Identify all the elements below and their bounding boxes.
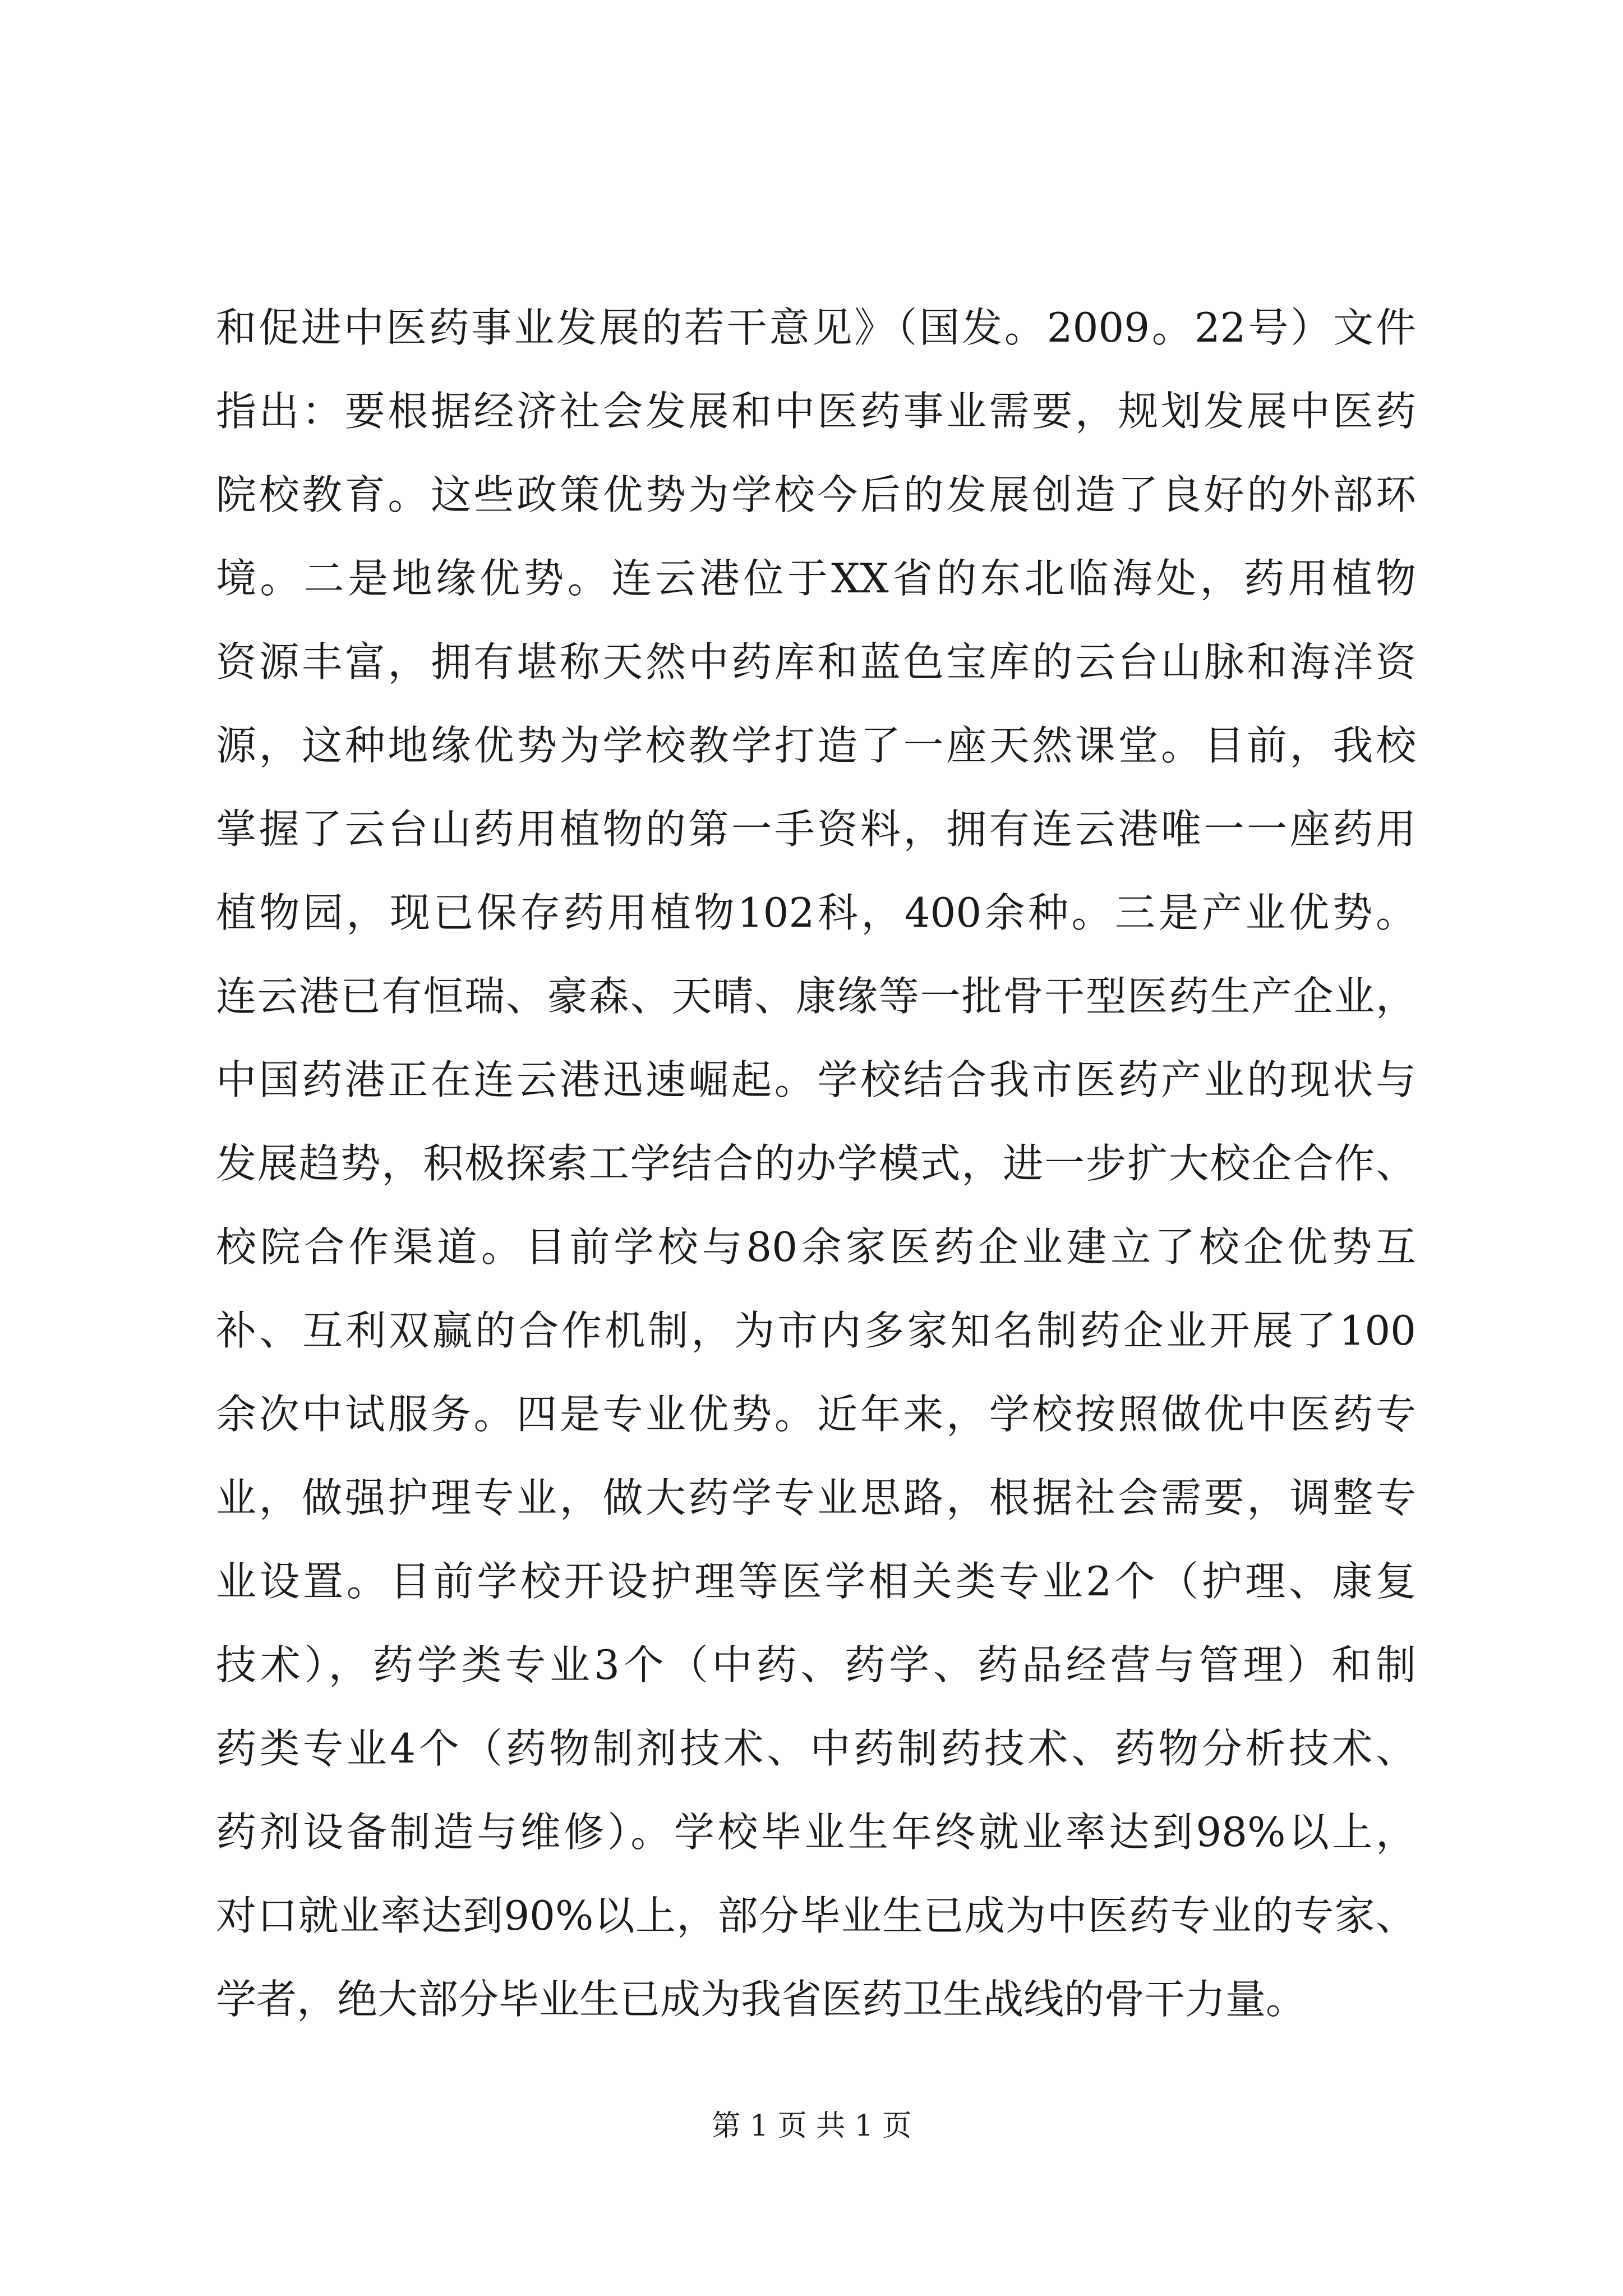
- text-line: 连云港已有恒瑞、豪森、天晴、康缘等一批骨干型医药生产企业，: [216, 973, 1416, 1020]
- text-line: 校院合作渠道。目前学校与80余家医药企业建立了校企优势互: [216, 1223, 1416, 1271]
- text-line: 药类专业4个（药物制剂技术、中药制药技术、药物分析技术、: [216, 1725, 1416, 1772]
- text-line: 药剂设备制造与维修）。学校毕业生年终就业率达到98%以上，: [216, 1809, 1416, 1856]
- text-line: 补、互利双赢的合作机制，为市内多家知名制药企业开展了100: [216, 1307, 1416, 1354]
- text-line: 境。二是地缘优势。连云港位于XX省的东北临海处，药用植物: [216, 555, 1416, 602]
- text-line: 中国药港正在连云港迅速崛起。学校结合我市医药产业的现状与: [216, 1056, 1416, 1103]
- text-line: 技术），药学类专业3个（中药、药学、药品经营与管理）和制: [216, 1641, 1416, 1688]
- text-line: 指出：要根据经济社会发展和中医药事业需要，规划发展中医药: [216, 388, 1416, 435]
- text-line: 掌握了云台山药用植物的第一手资料，拥有连云港唯一一座药用: [216, 806, 1416, 853]
- text-line: 院校教育。这些政策优势为学校今后的发展创造了良好的外部环: [216, 471, 1416, 518]
- text-line: 和促进中医药事业发展的若干意见》（国发。2009。22号）文件: [216, 304, 1416, 351]
- text-line: 植物园，现已保存药用植物102科，400余种。三是产业优势。: [216, 889, 1416, 936]
- text-line: 对口就业率达到90%以上，部分毕业生已成为中医药专业的专家、: [216, 1892, 1416, 1939]
- page-footer: 第 1 页 共 1 页: [711, 2109, 912, 2143]
- text-line: 业，做强护理专业，做大药学专业思路，根据社会需要，调整专: [216, 1474, 1416, 1521]
- text-line: 余次中试服务。四是专业优势。近年来，学校按照做优中医药专: [216, 1391, 1416, 1438]
- body-paragraph: [216, 297, 1416, 2052]
- text-line: 业设置。目前学校开设护理等医学相关类专业2个（护理、康复: [216, 1558, 1416, 1605]
- text-line: 资源丰富，拥有堪称天然中药库和蓝色宝库的云台山脉和海洋资: [216, 638, 1416, 685]
- text-line: 学者，绝大部分毕业生已成为我省医药卫生战线的骨干力量。: [216, 1976, 1307, 2023]
- text-line: 发展趋势，积极探索工学结合的办学模式，进一步扩大校企合作、: [216, 1140, 1416, 1187]
- text-line: 源，这种地缘优势为学校教学打造了一座天然课堂。目前，我校: [216, 722, 1416, 769]
